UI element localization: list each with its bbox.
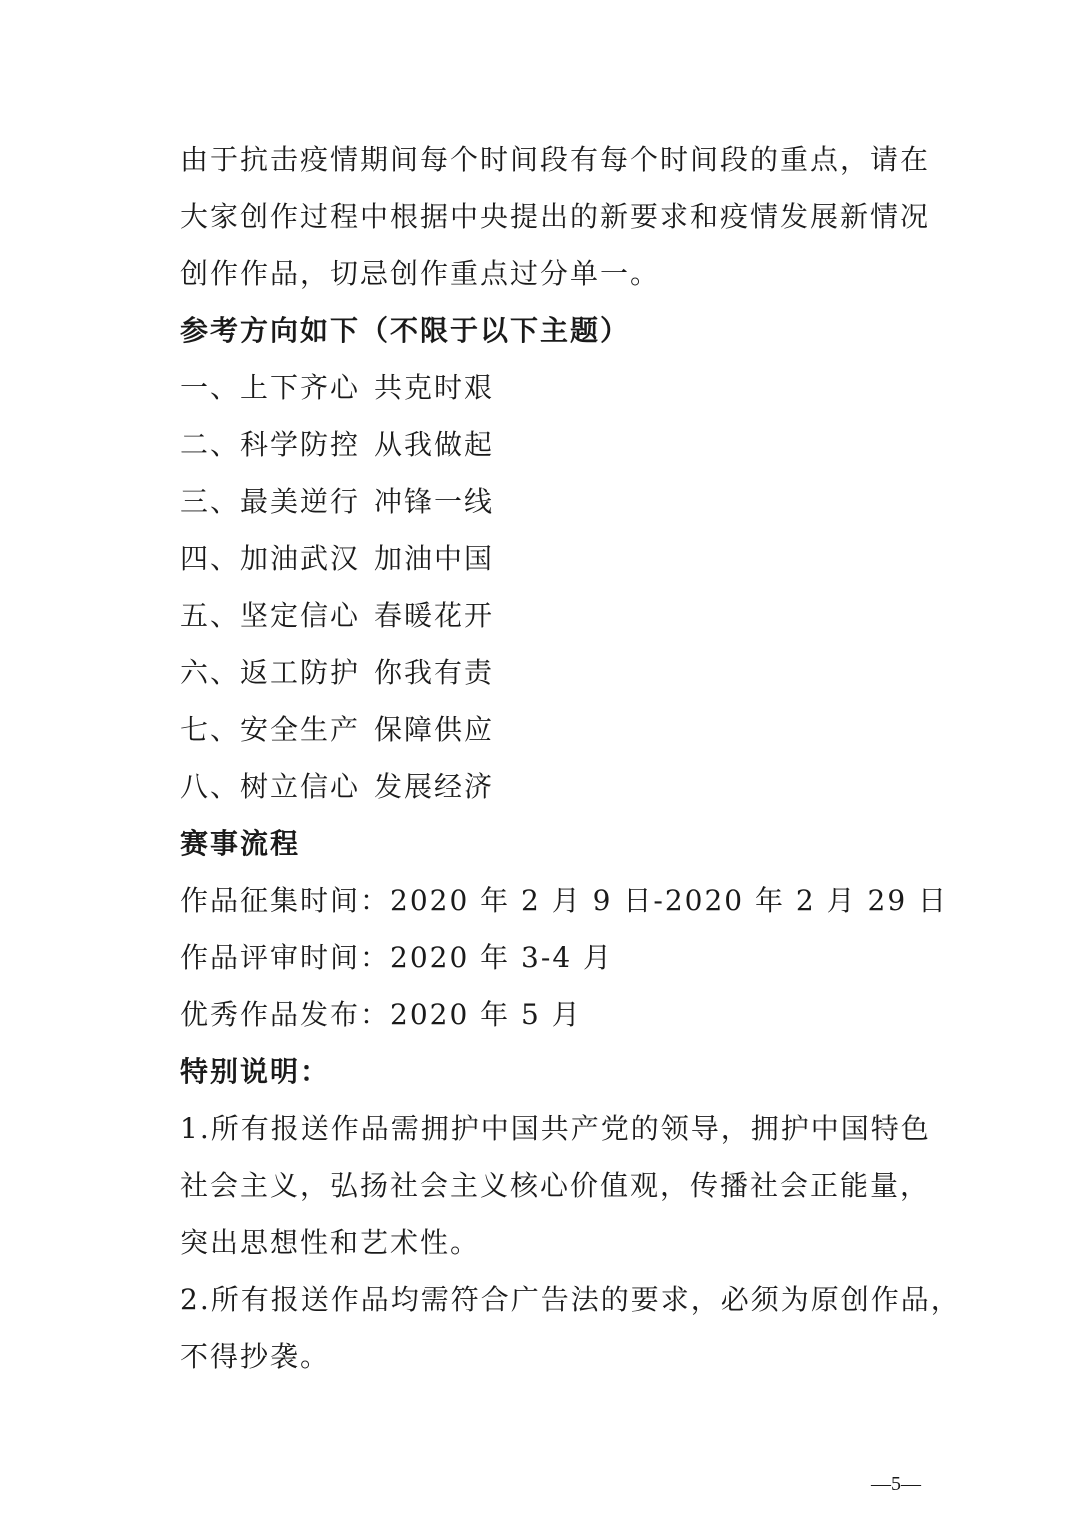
direction-number: 四、 <box>180 542 241 575</box>
document-body <box>180 131 961 1385</box>
intro-line: 由于抗击疫情期间每个时间段有每个时间段的重点，请在 <box>180 143 931 176</box>
direction-item <box>180 701 920 758</box>
direction-number: 一、 <box>180 371 241 404</box>
direction-phrase-a: 安全生产 <box>240 713 361 746</box>
direction-phrase-a: 科学防控 <box>240 428 361 461</box>
direction-number: 八、 <box>180 770 241 803</box>
directions-heading: 参考方向如下（不限于以下主题） <box>180 314 631 347</box>
direction-item <box>180 758 920 815</box>
direction-phrase-b: 保障供应 <box>374 713 495 746</box>
direction-number: 三、 <box>180 485 241 518</box>
intro-line: 创作作品，切忌创作重点过分单一。 <box>180 257 661 290</box>
direction-phrase-b: 发展经济 <box>374 770 495 803</box>
direction-phrase-a: 加油武汉 <box>240 542 361 575</box>
direction-phrase-a: 上下齐心 <box>240 371 361 404</box>
schedule-line: 优秀作品发布：2020 年 5 月 <box>180 998 582 1031</box>
notes-line: 1.所有报送作品需拥护中国共产党的领导，拥护中国特色 <box>180 1112 931 1145</box>
direction-item <box>180 530 920 587</box>
schedule-line: 作品征集时间：2020 年 2 月 9 日-2020 年 2 月 29 日 <box>180 884 949 917</box>
direction-phrase-b: 从我做起 <box>374 428 495 461</box>
direction-number: 五、 <box>180 599 241 632</box>
direction-phrase-a: 坚定信心 <box>240 599 361 632</box>
direction-phrase-b: 冲锋一线 <box>374 485 495 518</box>
direction-phrase-a: 树立信心 <box>240 770 361 803</box>
schedule-line: 作品评审时间：2020 年 3-4 月 <box>180 941 614 974</box>
direction-phrase-a: 最美逆行 <box>240 485 361 518</box>
notes-line: 社会主义，弘扬社会主义核心价值观，传播社会正能量， <box>180 1169 931 1202</box>
direction-item <box>180 473 920 530</box>
direction-phrase-a: 返工防护 <box>240 656 361 689</box>
notes-line: 突出思想性和艺术性。 <box>180 1226 481 1259</box>
direction-phrase-b: 春暖花开 <box>374 599 495 632</box>
direction-number: 六、 <box>180 656 241 689</box>
direction-phrase-b: 你我有责 <box>374 656 495 689</box>
direction-number: 七、 <box>180 713 241 746</box>
notes-line: 不得抄袭。 <box>180 1340 331 1373</box>
direction-number: 二、 <box>180 428 241 461</box>
direction-item <box>180 416 920 473</box>
direction-item <box>180 359 920 416</box>
schedule-heading: 赛事流程 <box>180 827 301 860</box>
direction-phrase-b: 加油中国 <box>374 542 495 575</box>
intro-line: 大家创作过程中根据中央提出的新要求和疫情发展新情况 <box>180 200 931 233</box>
page-number: —5— <box>871 1473 921 1495</box>
notes-heading: 特别说明： <box>180 1055 331 1088</box>
direction-item <box>180 644 920 701</box>
notes-line: 2.所有报送作品均需符合广告法的要求，必须为原创作品， <box>180 1283 961 1316</box>
direction-item <box>180 587 920 644</box>
direction-phrase-b: 共克时艰 <box>374 371 495 404</box>
